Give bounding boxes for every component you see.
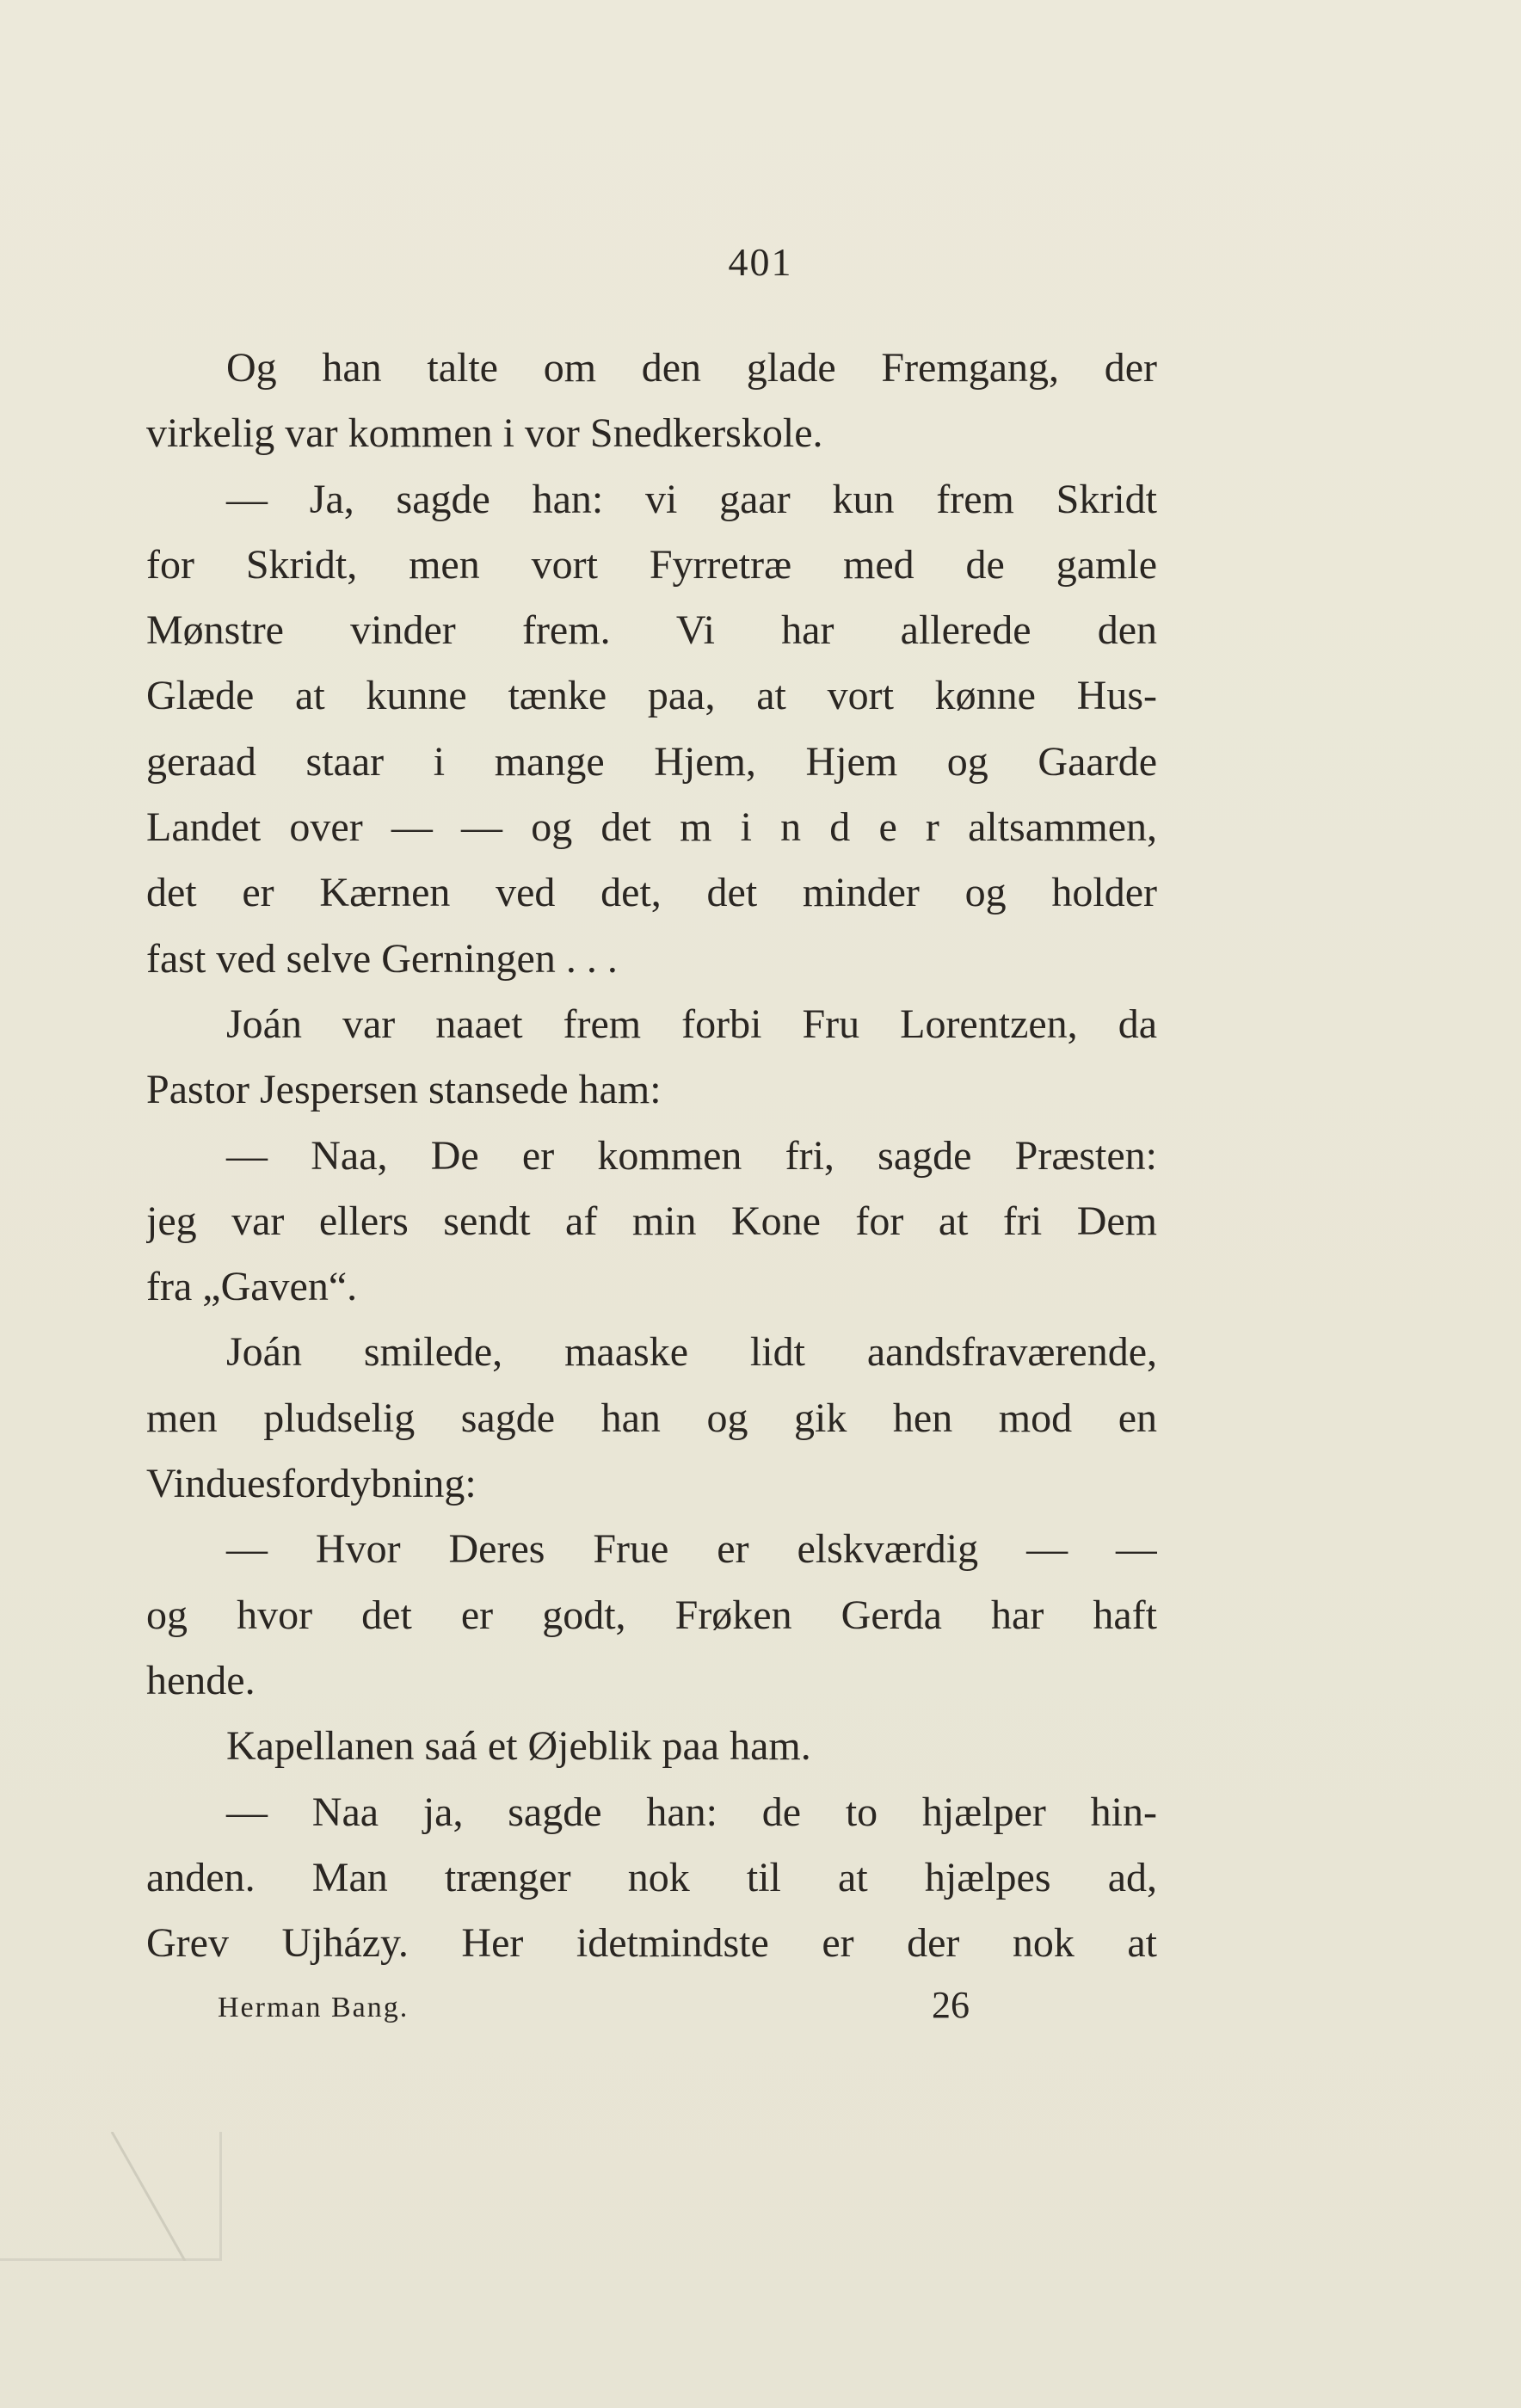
corner-diagonal-icon — [0, 2132, 222, 2261]
text-line: Landet over — — og det m i n d e r altsammen, — [146, 804, 1157, 851]
text-line: for Skridt, men vort Fyrretræ med de gamle — [146, 541, 1157, 588]
page-number: 401 — [728, 240, 793, 284]
text-line: — Hvor Deres Frue er elskværdig — — — [226, 1526, 1157, 1573]
text-line: men pludselig sagde han og gik hen mod en — [146, 1395, 1157, 1441]
sheet-number: 26 — [932, 1984, 970, 2026]
text-line: geraad staar i mange Hjem, Hjem og Gaarde — [146, 738, 1157, 785]
body-text — [146, 336, 1157, 1976]
text-line: Vinduesfordybning: — [146, 1461, 477, 1507]
text-line: hende. — [146, 1657, 256, 1703]
scan-corner-mark — [0, 2132, 222, 2261]
text-line: det er Kærnen ved det, det minder og holder — [146, 870, 1157, 916]
text-line: Pastor Jespersen stansede ham: — [146, 1067, 662, 1113]
page-footer — [218, 1983, 992, 2035]
text-line: og hvor det er godt, Frøken Gerda har haft — [146, 1592, 1157, 1638]
text-line: virkelig var kommen i vor Snedkerskole. — [146, 410, 823, 457]
text-line: Joán var naaet frem forbi Fru Lorentzen, da — [226, 1001, 1157, 1047]
text-line: Grev Ujházy. Her idetmindste er der nok at — [146, 1920, 1157, 1967]
text-line: — Ja, sagde han: vi gaar kun frem Skridt — [226, 476, 1157, 522]
text-line: Glæde at kunne tænke paa, at vort kønne Hus- — [146, 673, 1157, 719]
text-line: anden. Man trænger nok til at hjælpes ad, — [146, 1854, 1157, 1900]
text-line: — Naa, De er kommen fri, sagde Præsten: — [226, 1132, 1157, 1179]
text-line: Kapellanen saá et Øjeblik paa ham. — [226, 1723, 811, 1770]
signature-mark: Herman Bang. — [218, 1992, 410, 2023]
text-line: Og han talte om den glade Fremgang, der — [226, 345, 1157, 391]
text-line: — Naa ja, sagde han: de to hjælper hin- — [226, 1789, 1157, 1835]
text-line: Mønstre vinder frem. Vi har allerede den — [146, 607, 1157, 654]
text-line: jeg var ellers sendt af min Kone for at fri Dem — [146, 1198, 1157, 1244]
text-line: fra „Gaven“. — [146, 1264, 358, 1310]
text-line: fast ved selve Gerningen . . . — [146, 935, 618, 982]
text-line: Joán smilede, maaske lidt aandsfraværende, — [226, 1329, 1157, 1376]
